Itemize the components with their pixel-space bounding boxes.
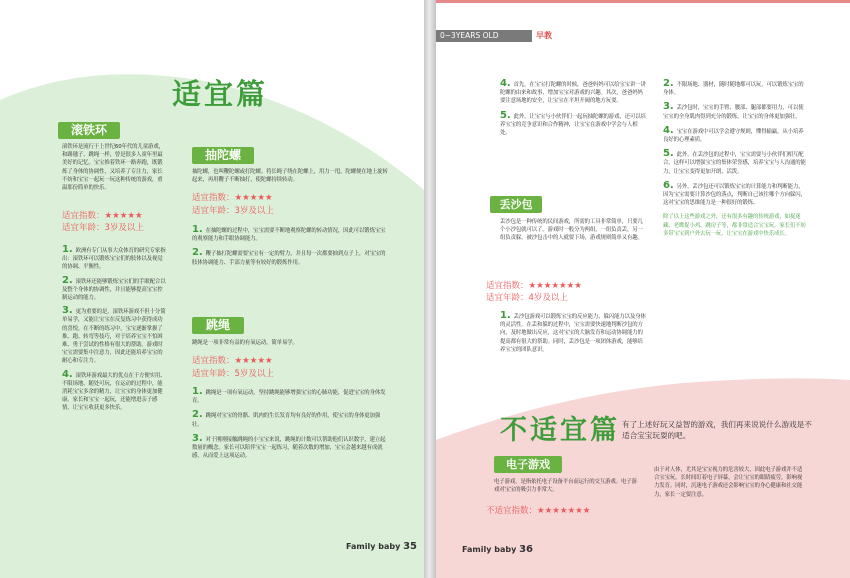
sandbag-age: 适宜年龄：4岁及以上 xyxy=(486,293,568,303)
left-folio-brand: Family baby xyxy=(346,542,401,551)
sandbag-body-continued: 2. 不限场地、器材，随时随地都可以玩，可以锻炼宝宝的身体。 3. 丢沙包时，宝宝的手臂、腰部、腿部都要用力，可以使宝宝的全身肌肉得到充分的锻炼，让宝宝的身体更加强壮。 4. 宝宝在游戏中可以学会遵守规则，懂得输赢，从小培养良好的心理素质。 5. 此外，在丢沙包的过程中，宝宝需要与小伙伴们相互配合，这样可以增强宝宝的集体荣誉感，培养宝宝与人沟通的能力，让宝宝变得更加开朗、活泼。 6. 另外，丢沙包还可以锻炼宝宝的计算能力和判断能力，因为宝宝需要计算沙包的落点，判断自己该往哪个方向躲闪，这对宝宝的思维能力是一种很好的锻炼。 除了以上这些游戏之外，还有很多有趣的传统游戏，如捉迷藏、老鹰捉小鸡、跳房子等，都非常适合宝宝玩。家长们不妨多带宝宝到户外去玩一玩，让宝宝在游戏中快乐成长。 xyxy=(663,78,806,237)
sandbag-point-1: 丢沙包游戏可以锻炼宝宝的反应能力、躲闪能力以及身体的灵活性。在丢和躲的过程中，宝宝需要快速地判断沙包的方向，及时地做出反应，这对宝宝的大脑发育和运动协调能力的提高都有很大的帮助。同时，丢沙包是一项团体游戏，能够培养宝宝的团队意识。 xyxy=(500,314,646,353)
spinning-top-body: 1. 在抽陀螺的过程中，宝宝需要不断地观察陀螺的转动情况，因此可以锻炼宝宝的观察能力和手眼协调能力。 2. 鞭子抽打陀螺需要宝宝有一定的臂力，并且每一次都要抽到点子上，对宝宝的肢体协调能力、手部力量等有较好的锻炼作用。 xyxy=(192,224,386,266)
heading-tag-rolling-hoop: 滚铁环 xyxy=(58,122,120,139)
jump-rope-index: 适宜指数：★★★★★ xyxy=(192,356,273,366)
rolling-hoop-point-1: 欧洲有专门从事大众体育的研究专家指出：滚铁环可以锻炼宝宝们的肢体以及视觉的协调、平衡性。 xyxy=(62,248,166,271)
green-note: 除了以上这些游戏之外，还有很多有趣的传统游戏，如捉迷藏、老鹰捉小鸡、跳房子等，都非常适合宝宝玩。家长们不妨多带宝宝到户外去玩一玩，让宝宝在游戏中快乐成长。 xyxy=(663,214,806,237)
right-folio-brand: Family baby xyxy=(462,545,517,554)
unsuitable-subtitle: 有了上述好玩又益智的游戏，我们再来说说什么游戏是不适合宝宝玩耍的吧。 xyxy=(622,420,812,440)
video-games-detail: 由于对人体，尤其是宝宝视力的危害较大，因此电子游戏并不适合宝宝玩。长时间盯着电子屏幕，会让宝宝的眼睛疲劳，影响视力发育。同时，沉迷电子游戏还会影响宝宝的身心健康和社交能力，家长一定要注意。 xyxy=(654,467,803,498)
jump-rope-age: 适宜年龄：5岁及以上 xyxy=(192,369,274,379)
spinning-top-point-2: 鞭子抽打陀螺需要宝宝有一定的臂力，并且每一次都要抽到点子上，对宝宝的肢体协调能力、手部力量等有较好的锻炼作用。 xyxy=(192,251,386,266)
spinning-top-index: 适宜指数：★★★★★ xyxy=(192,193,273,203)
sandbag-point-5: 此外，在丢沙包的过程中，宝宝需要与小伙伴们相互配合，这样可以增强宝宝的集体荣誉感，培养宝宝与人沟通的能力，让宝宝变得更加开朗、活泼。 xyxy=(663,152,806,175)
rolling-hoop-body: 1. 欧洲有专门从事大众体育的研究专家指出：滚铁环可以锻炼宝宝们的肢体以及视觉的协调、平衡性。 2. 滚铁环还能够锻炼宝宝们的手眼配合以及整个身体的协调性，并且能够提高宝宝控制运动的能力。 3. 更为重要的是，滚铁环游戏不但十分简单易学，又能让宝宝在反复练习中获得成功的喜悦。在不断的练习中，宝宝逐渐掌握了推、跑、转弯等技巧，对于培养宝宝不怕困难、勇于尝试的性格有很大的帮助。游戏时宝宝需要集中注意力，因此还能培养宝宝的耐心和专注力。 4. 滚铁环游戏最大的优点在于方便实用、不限场地、随处可玩，在运动的过程中，能消耗宝宝多余的精力，让宝宝的身体更加健康。家长和宝宝一起玩，还能增进亲子感情，让宝宝收获更多快乐。 xyxy=(62,244,166,412)
spinning-top-intro: 抽陀螺，也叫鞭陀螺或打陀螺。将长绳子绕在陀螺上，用力一甩，陀螺便在地上旋转起来，再用鞭子不断抽打，使陀螺持续转动。 xyxy=(192,169,388,184)
sandbag-point-3: 丢沙包时，宝宝的手臂、腰部、腿部都要用力，可以使宝宝的全身肌肉得到充分的锻炼，让宝宝的身体更加强壮。 xyxy=(663,105,804,120)
sandbag-intro: 丢沙包是一种传统的民间游戏，所需的工具非常简单，只要几个小沙包就可以了。游戏时一般分为两组，一组负责丢，另一组负责躲，被沙包击中的人就要下场，游戏规则简单又有趣。 xyxy=(500,219,643,242)
rolling-hoop-point-2: 滚铁环还能够锻炼宝宝们的手眼配合以及整个身体的协调性，并且能够提高宝宝控制运动的能力。 xyxy=(62,278,166,302)
jump-rope-point-1: 跳绳是一项有氧运动，坚持跳绳能够增强宝宝的心肺功能，促进宝宝的身体发育。 xyxy=(192,390,386,405)
jump-rope-body: 1. 跳绳是一项有氧运动，坚持跳绳能够增强宝宝的心肺功能，促进宝宝的身体发育。 2. 跳绳对宝宝的骨骼、肌肉的生长发育均有良好的作用，使宝宝的身体更加强壮。 3. 对于刚刚接触跳绳的小宝宝来说，跳绳的计数可以帮助他们认识数字，建立起数量的概念。家长可以陪伴宝宝一起练习，随着次数的增加，宝宝会越来越有成就感，从而爱上这项运动。 xyxy=(192,386,386,460)
rolling-hoop-point-3: 更为重要的是，滚铁环游戏不但十分简单易学，又能让宝宝在反复练习中获得成功的喜悦。在不断的练习中，宝宝逐渐掌握了推、跑、转弯等技巧，对于培养宝宝不怕困难、勇于尝试的性格有很大的帮助。游戏时宝宝需要集中注意力，因此还能培养宝宝的耐心和专注力。 xyxy=(62,309,166,365)
sandbag-point-4: 宝宝在游戏中可以学会遵守规则，懂得输赢，从小培养良好的心理素质。 xyxy=(663,128,804,144)
video-games-intro: 电子游戏，是指依托电子设备平台而运行的交互游戏。电子游戏对宝宝的吸引力非常大。 xyxy=(494,479,637,494)
left-folio xyxy=(346,541,417,552)
sandbag-body: 1. 丢沙包游戏可以锻炼宝宝的反应能力、躲闪能力以及身体的灵活性。在丢和躲的过程中，宝宝需要快速地判断沙包的方向，及时地做出反应，这对宝宝的大脑发育和运动协调能力的提高都有很大的帮助。同时，丢沙包是一项团体游戏，能够培养宝宝的团队意识。 xyxy=(500,310,646,353)
heading-tag-sandbag: 丢沙包 xyxy=(490,196,542,213)
left-page xyxy=(0,0,424,578)
rolling-hoop-point-4: 滚铁环游戏最大的优点在于方便实用、不限场地、随处可玩，在运动的过程中，能消耗宝宝多余的精力，让宝宝的身体更加健康。家长和宝宝一起玩，还能增进亲子感情，让宝宝收获更多快乐。 xyxy=(62,372,166,412)
spinning-top-point-4: 首先，在宝宝打陀螺的时候，爸爸妈妈可以给宝宝讲一讲陀螺的由来和故事，增加宝宝对游戏的兴趣。其次，爸爸妈妈要注意场地的安全，让宝宝在平坦开阔的地方玩耍。 xyxy=(500,82,646,105)
jump-rope-intro: 跳绳是一项非常有益的有氧运动，简单易学。 xyxy=(192,340,298,346)
rolling-hoop-intro: 滚铁环是流行于上世纪60年代的儿童游戏，和踢毽子、跳绳一样，曾是很多人童年里最美好的记忆。宝宝推着铁环一路奔跑，既锻炼了身体的协调性，又培养了专注力，家长不妨和宝宝一起玩一玩这种传统的游戏，重温那份简单的快乐。 xyxy=(62,144,164,192)
spinning-top-continued: 4. 首先，在宝宝打陀螺的时候，爸爸妈妈可以给宝宝讲一讲陀螺的由来和故事，增加宝宝对游戏的兴趣。其次，爸爸妈妈要注意场地的安全，让宝宝在平坦开阔的地方玩耍。 5. 此外，让宝宝与小伙伴们一起玩抽陀螺的游戏，还可以培养宝宝的竞争意识和合作精神，让宝宝在游戏中学会与人相处。 xyxy=(500,78,646,137)
jump-rope-point-2: 跳绳对宝宝的骨骼、肌肉的生长发育均有良好的作用，使宝宝的身体更加强壮。 xyxy=(192,413,381,428)
spinning-top-point-1: 在抽陀螺的过程中，宝宝需要不断地观察陀螺的转动情况，因此可以锻炼宝宝的观察能力和手眼协调能力。 xyxy=(192,228,386,243)
right-folio xyxy=(462,544,533,555)
heading-tag-jump-rope: 跳绳 xyxy=(192,317,244,334)
sandbag-point-2: 不限场地、器材，随时随地都可以玩，可以锻炼宝宝的身体。 xyxy=(663,82,804,97)
left-page-number: 35 xyxy=(403,541,417,552)
sandbag-point-6: 另外，丢沙包还可以锻炼宝宝的计算能力和判断能力，因为宝宝需要计算沙包的落点，判断自己该往哪个方向躲闪，这对宝宝的思维能力是一种很好的锻炼。 xyxy=(663,183,806,207)
spinning-top-age: 适宜年龄：3岁及以上 xyxy=(192,206,274,216)
video-games-index: 不适宜指数：★★★★★★★ xyxy=(486,506,591,516)
heading-tag-spinning-top: 抽陀螺 xyxy=(192,147,254,164)
sandbag-index: 适宜指数：★★★★★★★ xyxy=(486,281,582,291)
rolling-hoop-age: 适宜年龄：3岁及以上 xyxy=(62,223,144,233)
jump-rope-point-3: 对于刚刚接触跳绳的小宝宝来说，跳绳的计数可以帮助他们认识数字，建立起数量的概念。家长可以陪伴宝宝一起练习，随着次数的增加，宝宝会越来越有成就感，从而爱上这项运动。 xyxy=(192,436,386,460)
unsuitable-title: 不适宜篇 xyxy=(500,415,620,446)
spinning-top-point-5: 此外，让宝宝与小伙伴们一起玩抽陀螺的游戏，还可以培养宝宝的竞争意识和合作精神，让宝宝在游戏中学会与人相处。 xyxy=(500,113,646,137)
header-brand: 0~3YEARS OLD xyxy=(436,30,532,42)
right-page xyxy=(436,0,850,578)
page-title: 适宜篇 xyxy=(172,77,269,111)
rolling-hoop-index: 适宜指数：★★★★★ xyxy=(62,211,143,221)
gutter xyxy=(424,0,436,578)
heading-tag-video-games: 电子游戏 xyxy=(494,456,562,473)
header-section: 早教 xyxy=(536,31,552,40)
right-page-number: 36 xyxy=(519,544,533,555)
